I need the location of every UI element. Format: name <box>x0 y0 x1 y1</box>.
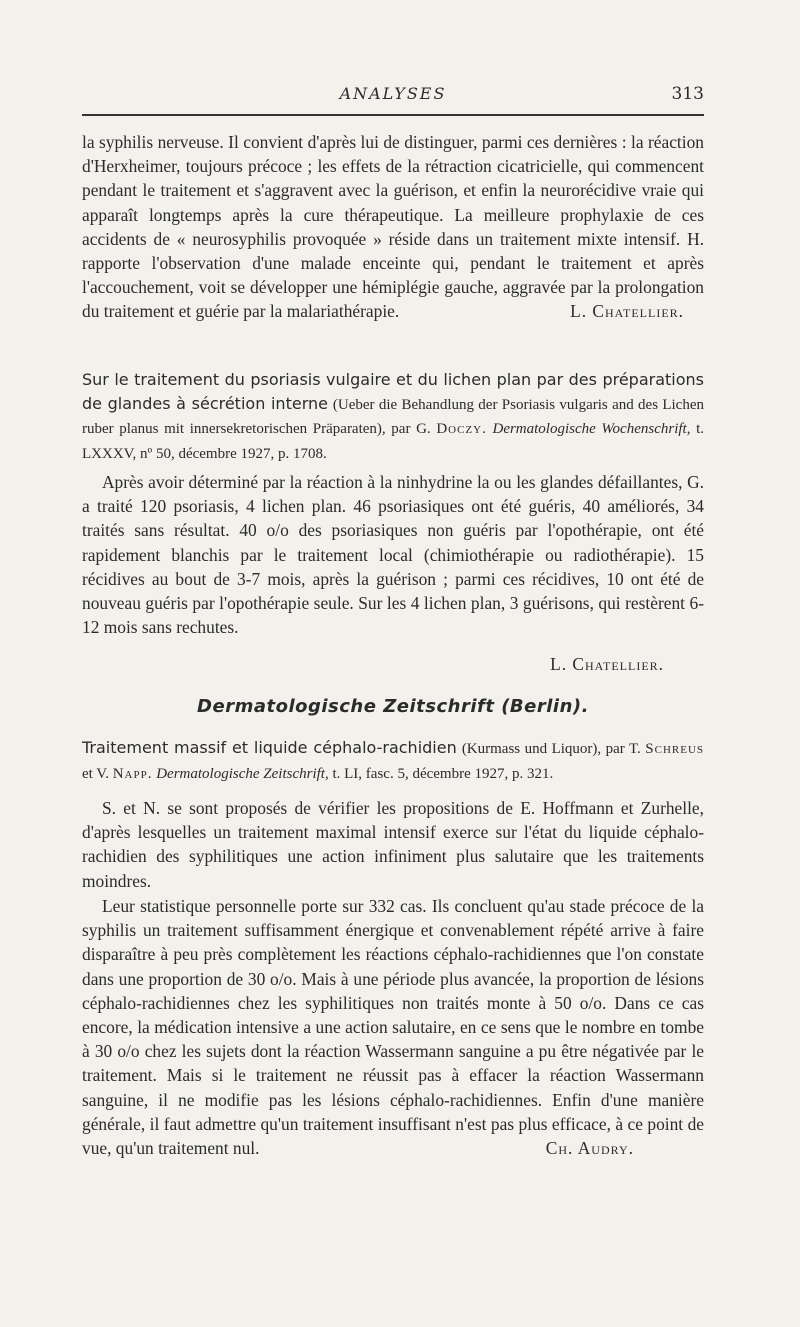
journal-reference: Dermatologische Wochenschrift, <box>492 421 691 437</box>
journal-heading: Dermatologische Zeitschrift (Berlin). <box>197 696 589 717</box>
article-body <box>82 894 704 1160</box>
author-name: Doczy. <box>436 421 487 437</box>
article-heading <box>82 368 704 465</box>
running-title: ANALYSES <box>339 84 447 103</box>
article-heading <box>82 736 704 785</box>
author-name: Napp. <box>112 765 153 782</box>
article-title: Traitement massif et liquide céphalo-rachidien <box>82 738 457 757</box>
article-body: S. et N. se sont proposés de vérifier les propositions de E. Hoffmann et Zurhelle, d'après lesquelles un traitement maximal intensif exerce sur l'état du liquide céphalo-rachidien des syphilitiques une action infiniment plus salutaire que les traitements moindres. <box>82 798 704 891</box>
paragraph-text: Leur statistique personnelle porte sur 332 cas. Ils concluent qu'au stade précoce de la syphilis un traitement suffisamment énergique et convenablement répété arrive à faire disparaître à peu près complètement les réactions céphalo-rachidiennes que l'on constate dans une proportion de 30 o/o. Mais à une période plus avancée, la proportion de lésions céphalo-rachidiennes chez les syphilitiques non traités monte à 50 o/o. Dans ce cas encore, la médication intensive a une action salutaire, en ce sens que le nombre en tombe à 30 o/o chez les sujets dont la réaction Wassermann sanguine a pu être négativée par le traitement. Mais si le traitement ne réussit pas à effacer la réaction Wassermann sanguine, il ne modifie pas les lésions céphalo-rachidiennes. Enfin d'une manière générale, il faut admettre qu'un traitement insuffisant n'est pas plus efficace, à ce point de vue, qu'un traitement nul. <box>82 896 704 1159</box>
reference-text: t. LI, fasc. 5, décembre 1927, p. 321. <box>332 765 554 782</box>
signature: L. Chatellier. <box>570 301 684 322</box>
author-name: Schreus <box>645 741 705 757</box>
paragraph-text: la syphilis nerveuse. Il convient d'après lui de distinguer, parmi ces dernières : la réaction d'Herxheimer, toujours précoce ; les effets de la rétraction cicatricielle, qui commencent pendant le traitement et s'aggravent avec la guérison, et enfin la neurorécidive vraie qui apparaît longtemps après la cure thérapeutique. La meilleure prophylaxie de ces accidents de « neurosyphilis provoquée » réside dans un traitement mixte intensif. H. rapporte l'observation d'une malade enceinte qui, pendant le traitement et après l'accouchement, voit se développer une hémiplégie gauche, aggravée par la prolongation du traitement et guérie par la malariathérapie. <box>82 132 704 322</box>
signature: L. Chatellier. <box>550 654 664 674</box>
continued-paragraph <box>82 130 704 324</box>
reference-text: (Ueber die Behandlung der Psoriasis vulgaris and des Lichen ruber planus mit innersekretorischen Präparaten), par G. <box>82 396 704 437</box>
signature-line <box>82 652 704 676</box>
signature: Ch. Audry. <box>545 1138 634 1159</box>
page-header <box>82 84 704 108</box>
reference-text: et V. <box>82 765 109 782</box>
reference-text: t. LXXXV, nº 50, décembre 1927, p. 1708. <box>82 421 705 462</box>
article-body: Après avoir déterminé par la réaction à la ninhydrine la ou les glandes défaillantes, G. a traité 120 psoriasis, 4 lichen plan. 46 psoriasiques ont été guéris, 40 améliorés, 34 traités sans résultat. 40 o/o des psoriasiques non guéris par l'opothérapie, ont été rapidement blanchis par le traitement local (chimiothérapie ou radiothérapie). 15 récidives au bout de 3-7 mois, après la guérison ; parmi ces récidives, 10 ont été de nouveau guéris par l'opothérapie seule. Sur les 4 lichen plan, 3 guérisons, qui restèrent 6-12 mois sans rechutes. <box>82 472 704 638</box>
header-rule <box>82 114 704 116</box>
reference-text: (Kurmass und Liquor), par T. <box>461 741 641 757</box>
journal-reference: Dermatologische Zeitschrift, <box>156 765 329 782</box>
page-number: 313 <box>671 84 704 104</box>
article-title: Sur le traitement du psoriasis vulgaire et du lichen plan par des préparations de glandes à sécrétion interne <box>82 370 704 413</box>
